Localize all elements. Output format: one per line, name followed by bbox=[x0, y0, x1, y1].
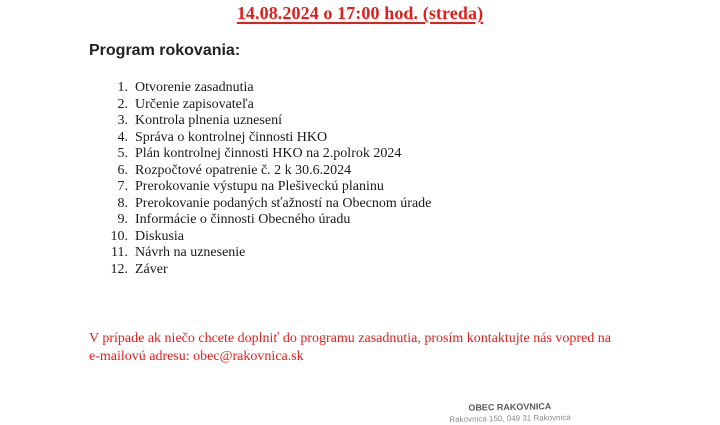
agenda-item-text: Diskusia bbox=[135, 228, 184, 244]
program-title: Program rokovania: bbox=[89, 42, 241, 59]
agenda-item bbox=[104, 262, 431, 279]
agenda-item-text: Informácie o činnosti Obecného úradu bbox=[135, 212, 351, 227]
agenda-item-number: 1. bbox=[117, 80, 128, 95]
meeting-date-header: 14.08.2024 o 17:00 hod. (streda) bbox=[236, 3, 484, 23]
agenda-item-number: 9. bbox=[117, 212, 128, 227]
stamp-address: Rakovnica 150, 049 31 Rakovnica bbox=[449, 412, 571, 425]
agenda-item bbox=[104, 146, 431, 163]
agenda-item bbox=[104, 130, 431, 147]
contact-notice-line: V prípade ak niečo chcete doplniť do programu zasadnutia, prosím kontaktujte nás vopred na bbox=[89, 331, 612, 346]
agenda-item-text: Záver bbox=[135, 261, 168, 277]
agenda-item-number: 10. bbox=[110, 228, 128, 244]
agenda-item bbox=[104, 245, 431, 262]
agenda-item bbox=[104, 113, 431, 130]
agenda-item bbox=[104, 80, 431, 97]
stamp-name: OBEC RAKOVNICA bbox=[468, 401, 552, 413]
agenda-list bbox=[104, 80, 431, 278]
agenda-item-text: Prerokovanie výstupu na Plešiveckú planinu bbox=[135, 179, 384, 194]
agenda-item bbox=[104, 212, 431, 229]
agenda-item-text: Plán kontrolnej činnosti HKO na 2.polrok 2024 bbox=[135, 146, 402, 161]
contact-email-line: e-mailovú adresu: obec@rakovnica.sk bbox=[89, 348, 304, 364]
agenda-item-number: 12. bbox=[110, 261, 128, 277]
agenda-item-text: Otvorenie zasadnutia bbox=[135, 80, 254, 95]
agenda-item-number: 3. bbox=[117, 113, 128, 128]
agenda-item-text: Správa o kontrolnej činnosti HKO bbox=[135, 129, 328, 145]
agenda-item-number: 7. bbox=[117, 179, 128, 194]
agenda-item bbox=[104, 229, 431, 246]
agenda-item bbox=[104, 196, 431, 213]
agenda-item-number: 6. bbox=[117, 162, 128, 178]
agenda-item-number: 4. bbox=[117, 129, 128, 145]
agenda-item-number: 8. bbox=[117, 195, 128, 211]
agenda-item-text: Kontrola plnenia uznesení bbox=[135, 113, 282, 128]
agenda-item-text: Návrh na uznesenie bbox=[135, 245, 246, 260]
agenda-item-number: 5. bbox=[117, 146, 128, 161]
agenda-item-text: Určenie zapisovateľa bbox=[135, 96, 254, 112]
agenda-item bbox=[104, 97, 431, 114]
agenda-item-number: 11. bbox=[111, 245, 128, 260]
municipality-stamp bbox=[440, 401, 580, 425]
contact-notice bbox=[89, 330, 649, 365]
agenda-item-number: 2. bbox=[117, 96, 128, 112]
agenda-item-text: Prerokovanie podaných sťažností na Obecnom úrade bbox=[135, 195, 432, 211]
agenda-item-text: Rozpočtové opatrenie č. 2 k 30.6.2024 bbox=[135, 162, 352, 178]
agenda-item bbox=[104, 163, 431, 180]
agenda-item bbox=[104, 179, 431, 196]
